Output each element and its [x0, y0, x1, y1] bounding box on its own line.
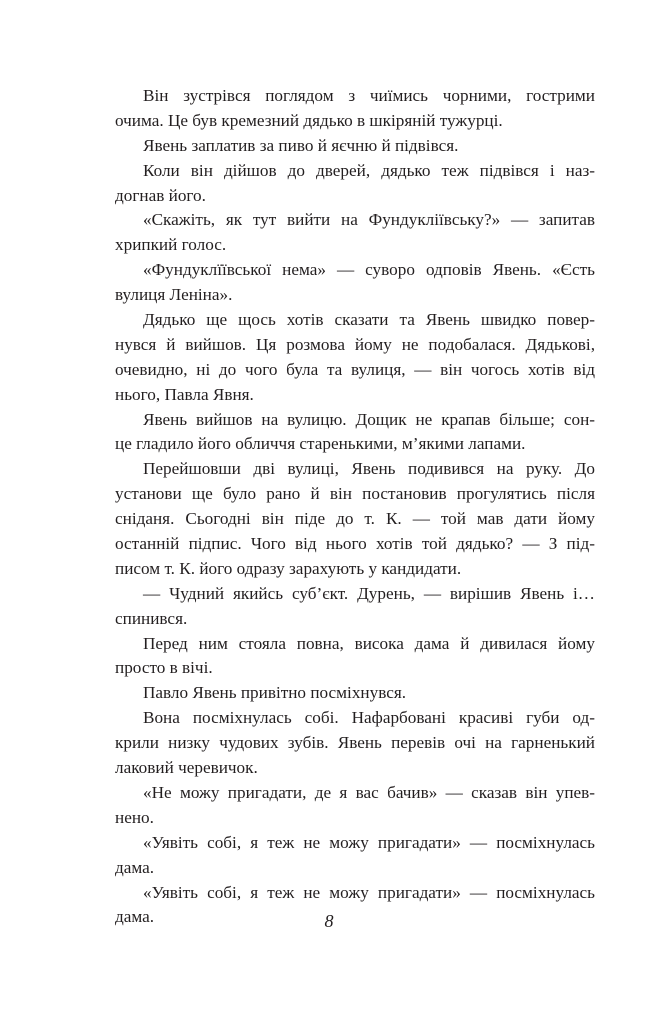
- text-line: спинився.: [115, 608, 188, 628]
- text-line: — Чудний якийсь суб’єкт. Дурень, — вирішив Явень і…: [143, 583, 595, 603]
- text-line: Дядько ще щось хотів сказати та Явень швидко повер-: [143, 310, 595, 330]
- text-line: останній підпис. Чого від нього хотів той дядько? — З під-: [115, 534, 595, 554]
- text-line: просто в вічі.: [115, 658, 213, 678]
- text-line: це гладило його обличчя старенькими, м’якими лапами.: [115, 434, 526, 454]
- text-line: Він зустрівся поглядом з чиїмись чорними, гострими: [143, 86, 595, 105]
- text-line: сніданя. Сьогодні він піде до т. К. — той мав дати йому: [115, 509, 595, 529]
- text-line: Перейшовши дві вулиці, Явень подивився на руку. До: [143, 459, 595, 479]
- text-line: Вона посміхнулась собі. Нафарбовані красиві губи од-: [143, 708, 595, 728]
- text-line: «Не можу пригадати, де я вас бачив» — сказав він упев-: [143, 782, 595, 802]
- text-line: хрипкий голос.: [115, 235, 227, 255]
- text-line: догнав його.: [115, 185, 206, 205]
- text-line: «Фундуклїївської нема» — суворо одповів Явень. «Єсть: [143, 260, 595, 280]
- text-line: дама.: [115, 857, 155, 877]
- text-line: лаковий черевичок.: [115, 758, 258, 778]
- text-line: вулиця Леніна».: [115, 285, 233, 305]
- page-number: 8: [324, 911, 334, 931]
- text-line: установи ще було рано й він постановив прогулятись після: [115, 484, 595, 504]
- text-line: нього, Павла Явня.: [115, 384, 254, 404]
- text-line: писом т. К. його одразу зарахують у кандидати.: [115, 558, 462, 578]
- text-line: Павло Явень привітно посміхнувся.: [143, 683, 407, 703]
- body-text: [115, 84, 595, 930]
- text-line: очевидно, ні до чого була та вулиця, — він чогось хотів від: [115, 359, 595, 379]
- text-line: Коли він дійшов до дверей, дядько теж підвівся і наз-: [143, 160, 595, 180]
- text-line: «Уявіть собі, я теж не можу пригадати» — посміхнулась: [143, 832, 595, 852]
- text-line: Явень вийшов на вулицю. Дощик не крапав більше; сон-: [143, 409, 595, 429]
- text-line: Явень заплатив за пиво й яєчню й підвівся.: [143, 135, 459, 155]
- text-line: Перед ним стояла повна, висока дама й дивилася йому: [143, 633, 595, 653]
- text-line: нено.: [115, 807, 154, 827]
- text-line: очима. Це був кремезний дядько в шкіряній тужурці.: [115, 110, 503, 130]
- text-line: крили низку чудових зубів. Явень перевів очі на гарненький: [115, 733, 595, 753]
- text-line: дама.: [115, 907, 155, 927]
- text-line: «Скажіть, як тут вийти на Фундукліївську?» — запитав: [143, 210, 595, 230]
- text-line: «Уявіть собі, я теж не можу пригадати» — посміхнулась: [143, 882, 595, 902]
- text-line: нувся й вийшов. Ця розмова йому не подобалася. Дядькові,: [115, 334, 595, 354]
